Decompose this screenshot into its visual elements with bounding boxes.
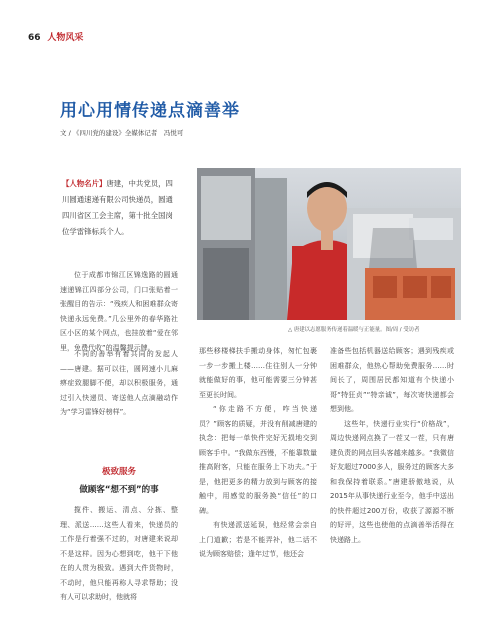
article-column-1 xyxy=(60,347,178,420)
article-column-3 xyxy=(330,344,454,547)
person-card-tag: 【人物名片】 xyxy=(62,179,107,188)
section-name: 人物风采 xyxy=(47,33,84,43)
photo-caption: △ 唐建以志愿服务传递着温暖与正能量。图/周 / 受访者 xyxy=(288,327,420,333)
person-card-text: 唐建，中共党员，四川圆通速递有限公司快递员，圆通四川省区工会主席，第十批全国岗位学雷锋标兵个人。 xyxy=(62,179,173,236)
photo-illustration xyxy=(197,168,461,320)
paragraph: 揽件、搬运、清点、分拣、整理、派送……这些人看来，快递员的工作是行着强不过的，对唐建来说却不是这样。因为心想到吃，他干下他在的人贯为极致。遇到大件货物时，不动时，他只能再称人寻求帮助；没有人可以求助时，他就将 xyxy=(60,506,178,601)
subhead-label: 极致服务 xyxy=(101,467,136,477)
paragraph: 位于成都市锦江区锦逸路的圆通速递锦江四部分公司，门口张贴着一张醒目的告示：“残疾人和困难群众寄快递永远免费。”几公里外的春华路社区小区的某个网点，也挂放着“爱在邻里，免费代收”的温馨提示牌。 xyxy=(60,271,178,352)
article-photo xyxy=(197,168,461,320)
paragraph: 这些年，快递行业实行“价格战”，周边快递网点换了一茬又一茬，只有唐建负责的网点回头客越来越多。“我微信好友超过7000多人，服务过的顾客大多和我保持着联系。”唐建骄傲地说，从2015年从事快递行业至今，他手中送出的快件超过200万份，收获了源源不断的好评，这些也使他的点滴善举活得在快递路上。 xyxy=(330,419,454,544)
article-column-1-continued xyxy=(60,503,178,605)
article-column-2 xyxy=(199,344,317,562)
page-header xyxy=(28,30,83,43)
article-byline: 文 / 《四川党的建设》全媒体记者 冯悦可 xyxy=(60,129,184,137)
subhead-title: 做顾客“想不到”的事 xyxy=(79,485,159,495)
paragraph: 那些移楼梯扶手搬动身体，匆忙包裹一步一步搬上楼……住往别人一分钟就能做好的事，他可能需要三分钟甚至更长时间。 xyxy=(199,347,317,399)
paragraph: “你走路不方便，咋当快递员？”顾客的质疑，并没有削减唐建的执念：把每一单快件完好无损地交到顾客手中。“我做东西慢，不能靠数量推高附客，只能在服务上下功夫。”于是，他把更多的精力放到与顾客的接触中，用感觉的服务换“信任”的口碑。 xyxy=(199,405,317,515)
person-card xyxy=(62,176,180,240)
page-number: 66 xyxy=(28,33,41,43)
article-column-1-intro xyxy=(60,268,178,355)
paragraph: 有快递派送延误，他经常会亲自上门道歉；若是不能弄补，他二话不说为顾客赔偿；逢年过节，他还会 xyxy=(199,521,317,558)
article-title: 用心用情传递点滴善举 xyxy=(60,101,240,121)
paragraph: 准备些包括机器送给顾客；遇到残疾或困难群众，他热心帮助免费服务……时间长了，周围居民都知道有个快递小哥“特狂贞”“特亲诚”，每次寄快递都会想到他。 xyxy=(330,347,454,413)
paragraph: 不同的善举有着共同的发起人——唐建。据可以往，圆网速小儿麻痹症致腿脚不便，却以积极服务，通过引入快递员、寄送他人点滴融动作为“学习雷锋好榜样”。 xyxy=(60,350,178,416)
